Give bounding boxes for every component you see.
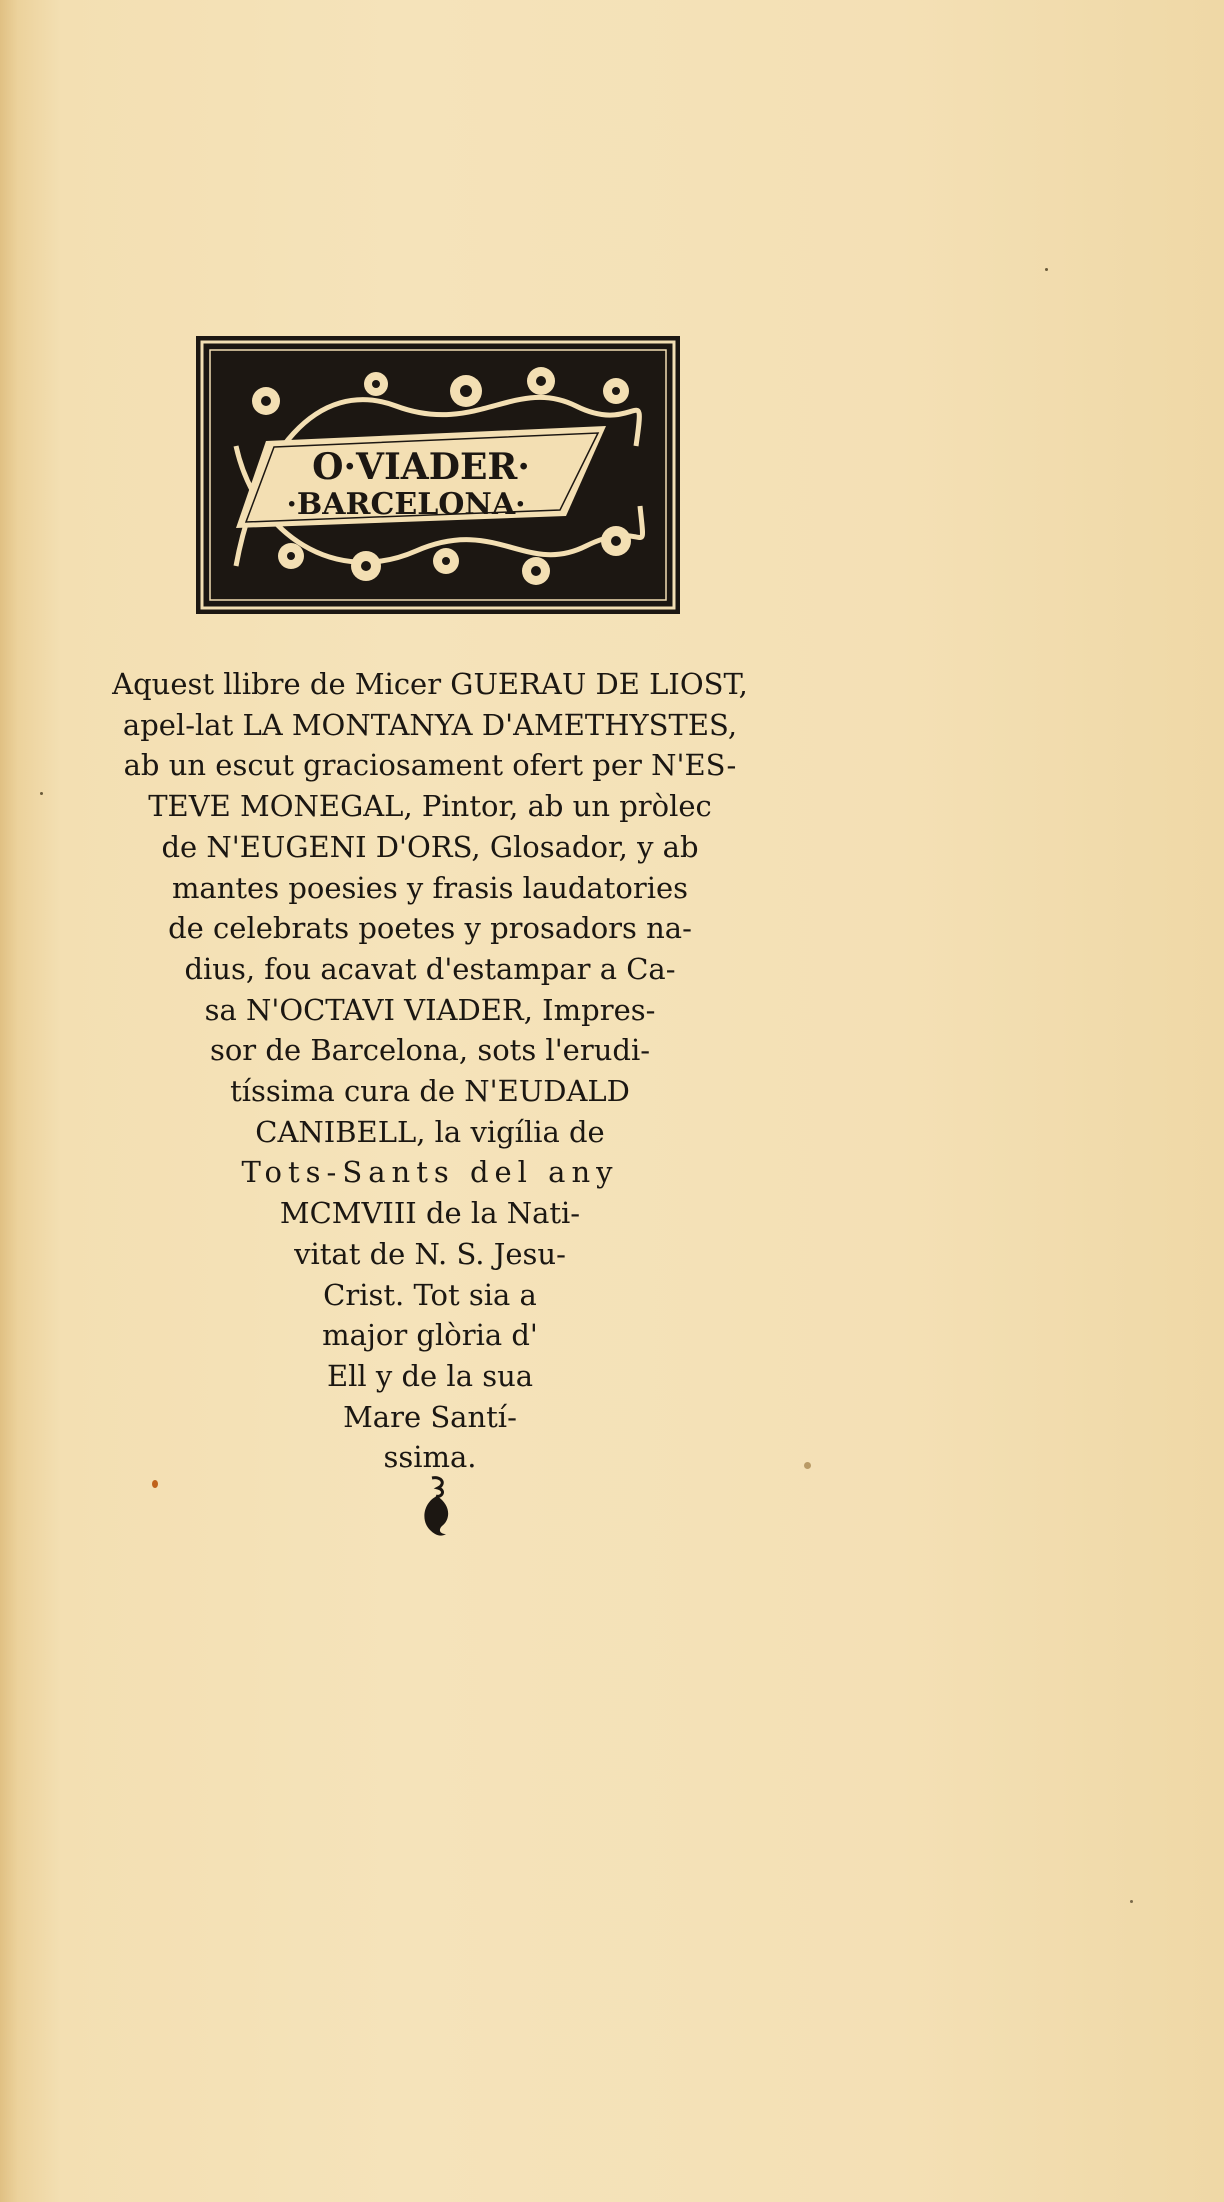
- colophon-line: major glòria d': [322, 1318, 538, 1353]
- colophon-line: vitat de N. S. Jesu-: [294, 1236, 566, 1271]
- colophon-line: sa N'OCTAVI VIADER, Impres-: [204, 992, 656, 1027]
- colophon-line: mantes poesies y frasis laudatories: [171, 870, 689, 905]
- colophon-line: tíssima cura de N'EUDALD: [230, 1074, 630, 1109]
- paper-speck: [1130, 1900, 1133, 1903]
- colophon-line: sor de Barcelona, sots l'erudi-: [209, 1033, 651, 1068]
- colophon-line: Ell y de la sua: [326, 1358, 534, 1393]
- fleuron-leaf-icon: [420, 1476, 454, 1540]
- colophon-line: Tots-Sants del any: [241, 1155, 619, 1190]
- colophon-line: Crist. Tot sia a: [323, 1277, 537, 1312]
- colophon-line: de celebrats poetes y prosadors na-: [168, 911, 692, 946]
- colophon-line: de N'EUGENI D'ORS, Glosador, y ab: [161, 829, 699, 864]
- svg-text:·BARCELONA·: ·BARCELONA·: [286, 487, 526, 522]
- colophon-line: MCMVIII de la Nati-: [279, 1196, 581, 1231]
- colophon-line: apel-lat LA MONTANYA D'AMETHYSTES,: [122, 707, 738, 742]
- colophon-text: [40, 664, 820, 1478]
- printer-mark-viader: [196, 336, 680, 614]
- colophon-line: ssima.: [383, 1440, 477, 1475]
- ornamental-border-icon: [196, 336, 680, 614]
- paper-speck: [152, 1480, 158, 1488]
- colophon-line: TEVE MONEGAL, Pintor, ab un pròlec: [148, 789, 712, 824]
- svg-text:O·VIADER·: O·VIADER·: [312, 446, 530, 488]
- colophon-line: Aquest llibre de Micer GUERAU DE LIOST,: [112, 667, 748, 701]
- colophon-line: CANIBELL, la vigília de: [255, 1114, 605, 1149]
- colophon-line: ab un escut graciosament ofert per N'ES-: [123, 748, 737, 783]
- paper-speck: [1045, 268, 1048, 271]
- colophon-line: Mare Santí-: [343, 1399, 517, 1434]
- colophon-line: dius, fou acavat d'estampar a Ca-: [184, 951, 676, 986]
